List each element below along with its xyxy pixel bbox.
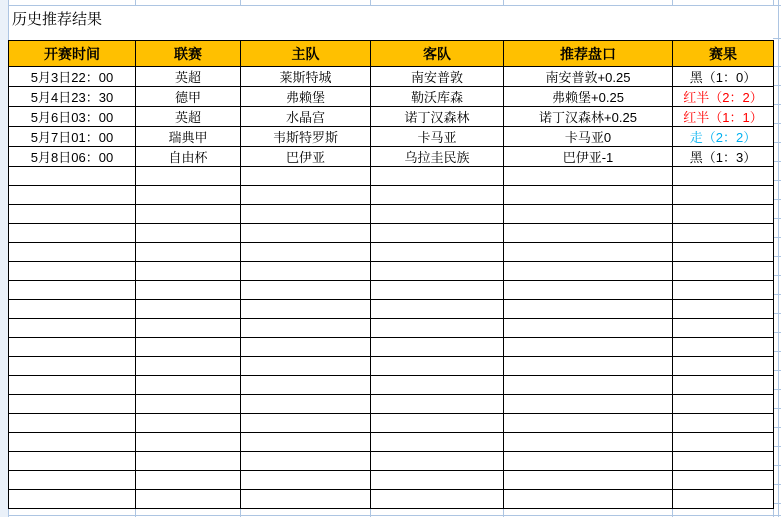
empty-row <box>9 224 774 243</box>
empty-cell[interactable] <box>136 243 241 262</box>
cell-away-team[interactable]: 勒沃库森 <box>371 87 504 107</box>
cell-league[interactable]: 自由杯 <box>136 147 241 167</box>
cell-handicap[interactable]: 南安普敦+0.25 <box>504 67 673 87</box>
empty-cell[interactable] <box>673 490 774 509</box>
empty-row <box>9 338 774 357</box>
empty-row <box>9 281 774 300</box>
empty-cell[interactable] <box>136 167 241 186</box>
empty-cell[interactable] <box>504 300 673 319</box>
empty-row <box>9 300 774 319</box>
cell-league[interactable]: 德甲 <box>136 87 241 107</box>
empty-cell[interactable] <box>673 167 774 186</box>
empty-cell[interactable] <box>136 395 241 414</box>
empty-cell[interactable] <box>673 471 774 490</box>
empty-cell[interactable] <box>504 281 673 300</box>
empty-cell[interactable] <box>504 338 673 357</box>
gridline-right-strip-dash <box>773 389 781 390</box>
empty-cell[interactable] <box>136 186 241 205</box>
empty-cell[interactable] <box>136 414 241 433</box>
gridline-right-strip-dash <box>773 237 781 238</box>
cell-league[interactable]: 瑞典甲 <box>136 127 241 147</box>
cell-away-team[interactable]: 南安普敦 <box>371 67 504 87</box>
empty-cell[interactable] <box>371 433 504 452</box>
gridline-top-tick <box>672 0 673 5</box>
empty-row <box>9 376 774 395</box>
empty-cell[interactable] <box>371 186 504 205</box>
empty-cell[interactable] <box>9 186 136 205</box>
cell-handicap[interactable]: 弗赖堡+0.25 <box>504 87 673 107</box>
gridline-right-strip-dash <box>773 275 781 276</box>
empty-cell[interactable] <box>9 452 136 471</box>
empty-cell[interactable] <box>9 319 136 338</box>
gridline-right-strip-dash <box>773 161 781 162</box>
empty-cell[interactable] <box>136 433 241 452</box>
empty-row <box>9 205 774 224</box>
cell-result[interactable]: 红半（1：1） <box>673 107 774 127</box>
empty-cell[interactable] <box>371 281 504 300</box>
empty-cell[interactable] <box>371 205 504 224</box>
empty-row <box>9 243 774 262</box>
gridline-right-strip-dash <box>773 484 781 485</box>
gridline-right-strip-dash <box>773 446 781 447</box>
empty-cell[interactable] <box>9 414 136 433</box>
empty-cell[interactable] <box>673 395 774 414</box>
gridline-right-strip-dash <box>773 370 781 371</box>
table-body <box>9 67 774 509</box>
empty-row <box>9 452 774 471</box>
gridline-top-tick <box>773 0 774 5</box>
empty-cell[interactable] <box>673 357 774 376</box>
gridline-right-strip-dash <box>773 332 781 333</box>
empty-cell[interactable] <box>371 471 504 490</box>
empty-cell[interactable] <box>371 414 504 433</box>
empty-row <box>9 395 774 414</box>
empty-cell[interactable] <box>241 243 371 262</box>
cell-away-team[interactable]: 乌拉圭民族 <box>371 147 504 167</box>
empty-cell[interactable] <box>504 243 673 262</box>
table-row <box>9 147 774 167</box>
empty-cell[interactable] <box>241 471 371 490</box>
empty-cell[interactable] <box>241 300 371 319</box>
cell-time[interactable]: 5月3日22：00 <box>9 67 136 87</box>
empty-cell[interactable] <box>504 319 673 338</box>
empty-cell[interactable] <box>504 452 673 471</box>
empty-cell[interactable] <box>136 224 241 243</box>
empty-cell[interactable] <box>673 205 774 224</box>
empty-cell[interactable] <box>504 357 673 376</box>
empty-cell[interactable] <box>241 167 371 186</box>
empty-row <box>9 471 774 490</box>
gridline-right-strip-dash <box>773 465 781 466</box>
cell-handicap[interactable]: 卡马亚0 <box>504 127 673 147</box>
cell-result[interactable]: 黑（1：0） <box>673 67 774 87</box>
empty-cell[interactable] <box>504 186 673 205</box>
empty-cell[interactable] <box>241 414 371 433</box>
empty-cell[interactable] <box>136 300 241 319</box>
empty-cell[interactable] <box>136 205 241 224</box>
gridline-right-strip-dash <box>773 503 781 504</box>
empty-cell[interactable] <box>136 338 241 357</box>
empty-cell[interactable] <box>241 262 371 281</box>
gridline-bottom <box>0 515 781 516</box>
empty-cell[interactable] <box>136 281 241 300</box>
empty-cell[interactable] <box>673 262 774 281</box>
empty-cell[interactable] <box>136 319 241 338</box>
gridline-right-strip-dash <box>773 427 781 428</box>
empty-cell[interactable] <box>241 395 371 414</box>
empty-cell[interactable] <box>241 205 371 224</box>
empty-cell[interactable] <box>371 395 504 414</box>
gridline-right-strip-dash <box>773 313 781 314</box>
empty-cell[interactable] <box>241 319 371 338</box>
empty-cell[interactable] <box>136 376 241 395</box>
empty-cell[interactable] <box>9 205 136 224</box>
gridline-top-tick <box>503 0 504 5</box>
gridline-right-strip-dash <box>773 123 781 124</box>
gridline-right-strip-dash <box>773 199 781 200</box>
empty-row <box>9 357 774 376</box>
gridline-top <box>0 5 781 6</box>
gridline-right-strip-dash <box>773 351 781 352</box>
empty-cell[interactable] <box>241 433 371 452</box>
gridline-right-strip-dash <box>773 408 781 409</box>
empty-cell[interactable] <box>673 186 774 205</box>
empty-cell[interactable] <box>504 224 673 243</box>
cell-handicap[interactable]: 巴伊亚-1 <box>504 147 673 167</box>
cell-league[interactable]: 英超 <box>136 107 241 127</box>
empty-cell[interactable] <box>673 319 774 338</box>
sheet-title: 历史推荐结果 <box>12 11 103 28</box>
empty-cell[interactable] <box>504 395 673 414</box>
cell-time[interactable]: 5月6日03：00 <box>9 107 136 127</box>
empty-cell[interactable] <box>673 281 774 300</box>
column-header-handicap[interactable]: 推荐盘口 <box>504 41 673 67</box>
cell-home-team[interactable]: 莱斯特城 <box>241 67 371 87</box>
empty-row <box>9 414 774 433</box>
empty-cell[interactable] <box>504 376 673 395</box>
cell-home-team[interactable]: 巴伊亚 <box>241 147 371 167</box>
empty-cell[interactable] <box>136 490 241 509</box>
cell-home-team[interactable]: 水晶宫 <box>241 107 371 127</box>
empty-cell[interactable] <box>136 262 241 281</box>
empty-cell[interactable] <box>9 224 136 243</box>
empty-cell[interactable] <box>673 338 774 357</box>
empty-row <box>9 262 774 281</box>
gridline-right-strip-dash <box>773 66 781 67</box>
column-header-league[interactable]: 联赛 <box>136 41 241 67</box>
cell-away-team[interactable]: 诺丁汉森林 <box>371 107 504 127</box>
empty-cell[interactable] <box>136 452 241 471</box>
empty-cell[interactable] <box>9 281 136 300</box>
cell-time[interactable]: 5月8日06：00 <box>9 147 136 167</box>
table-row <box>9 107 774 127</box>
empty-cell[interactable] <box>241 357 371 376</box>
empty-cell[interactable] <box>241 224 371 243</box>
empty-cell[interactable] <box>241 186 371 205</box>
empty-cell[interactable] <box>371 224 504 243</box>
empty-cell[interactable] <box>9 262 136 281</box>
empty-row <box>9 186 774 205</box>
empty-cell[interactable] <box>9 490 136 509</box>
empty-cell[interactable] <box>9 471 136 490</box>
empty-cell[interactable] <box>371 338 504 357</box>
empty-cell[interactable] <box>504 167 673 186</box>
cell-home-team[interactable]: 弗赖堡 <box>241 87 371 107</box>
results-table <box>8 40 774 509</box>
empty-cell[interactable] <box>673 243 774 262</box>
empty-cell[interactable] <box>673 300 774 319</box>
gridline-right-strip-dash <box>773 104 781 105</box>
empty-cell[interactable] <box>504 414 673 433</box>
column-header-home-team[interactable]: 主队 <box>241 41 371 67</box>
table-row <box>9 67 774 87</box>
empty-cell[interactable] <box>371 376 504 395</box>
empty-row <box>9 490 774 509</box>
cell-result[interactable]: 走（2：2） <box>673 127 774 147</box>
gridline-right-strip-dash <box>773 142 781 143</box>
gridline-right-strip-dash <box>773 256 781 257</box>
empty-cell[interactable] <box>9 300 136 319</box>
empty-cell[interactable] <box>9 338 136 357</box>
empty-cell[interactable] <box>504 262 673 281</box>
gridline-right-strip-dash <box>773 180 781 181</box>
cell-home-team[interactable]: 韦斯特罗斯 <box>241 127 371 147</box>
empty-cell[interactable] <box>371 490 504 509</box>
cell-handicap[interactable]: 诺丁汉森林+0.25 <box>504 107 673 127</box>
empty-cell[interactable] <box>504 490 673 509</box>
empty-cell[interactable] <box>673 452 774 471</box>
empty-cell[interactable] <box>136 471 241 490</box>
column-header-time[interactable]: 开赛时间 <box>9 41 136 67</box>
empty-cell[interactable] <box>241 452 371 471</box>
empty-cell[interactable] <box>504 205 673 224</box>
gridline-right-strip-dash <box>773 85 781 86</box>
empty-cell[interactable] <box>9 395 136 414</box>
gridline-right-strip-dash <box>773 38 781 39</box>
gridline-top-tick <box>240 0 241 5</box>
empty-cell[interactable] <box>371 319 504 338</box>
cell-away-team[interactable]: 卡马亚 <box>371 127 504 147</box>
gridline-right-strip-dash <box>773 294 781 295</box>
empty-cell[interactable] <box>9 167 136 186</box>
empty-cell[interactable] <box>371 262 504 281</box>
empty-cell[interactable] <box>136 357 241 376</box>
empty-cell[interactable] <box>241 281 371 300</box>
empty-cell[interactable] <box>9 433 136 452</box>
empty-row <box>9 167 774 186</box>
gridline-top-tick <box>135 0 136 5</box>
table-row <box>9 127 774 147</box>
empty-cell[interactable] <box>9 243 136 262</box>
table-header <box>9 41 774 67</box>
empty-cell[interactable] <box>9 376 136 395</box>
column-header-away-team[interactable]: 客队 <box>371 41 504 67</box>
empty-cell[interactable] <box>371 452 504 471</box>
header-row <box>9 41 774 67</box>
table-row <box>9 87 774 107</box>
gridline-right-edge <box>778 0 779 517</box>
cell-time[interactable]: 5月4日23：30 <box>9 87 136 107</box>
gridline-top-tick <box>370 0 371 5</box>
cell-result[interactable]: 黑（1：3） <box>673 147 774 167</box>
cell-league[interactable]: 英超 <box>136 67 241 87</box>
empty-cell[interactable] <box>371 243 504 262</box>
empty-cell[interactable] <box>241 376 371 395</box>
empty-cell[interactable] <box>371 300 504 319</box>
gridline-right-strip-dash <box>773 218 781 219</box>
empty-cell[interactable] <box>504 471 673 490</box>
empty-cell[interactable] <box>673 224 774 243</box>
empty-cell[interactable] <box>9 357 136 376</box>
cell-time[interactable]: 5月7日01：00 <box>9 127 136 147</box>
empty-cell[interactable] <box>504 433 673 452</box>
empty-row <box>9 319 774 338</box>
empty-cell[interactable] <box>241 490 371 509</box>
empty-cell[interactable] <box>673 433 774 452</box>
empty-cell[interactable] <box>371 357 504 376</box>
cell-result[interactable]: 红半（2：2） <box>673 87 774 107</box>
empty-cell[interactable] <box>673 376 774 395</box>
empty-row <box>9 433 774 452</box>
column-header-result[interactable]: 赛果 <box>673 41 774 67</box>
empty-cell[interactable] <box>673 414 774 433</box>
empty-cell[interactable] <box>241 338 371 357</box>
empty-cell[interactable] <box>371 167 504 186</box>
